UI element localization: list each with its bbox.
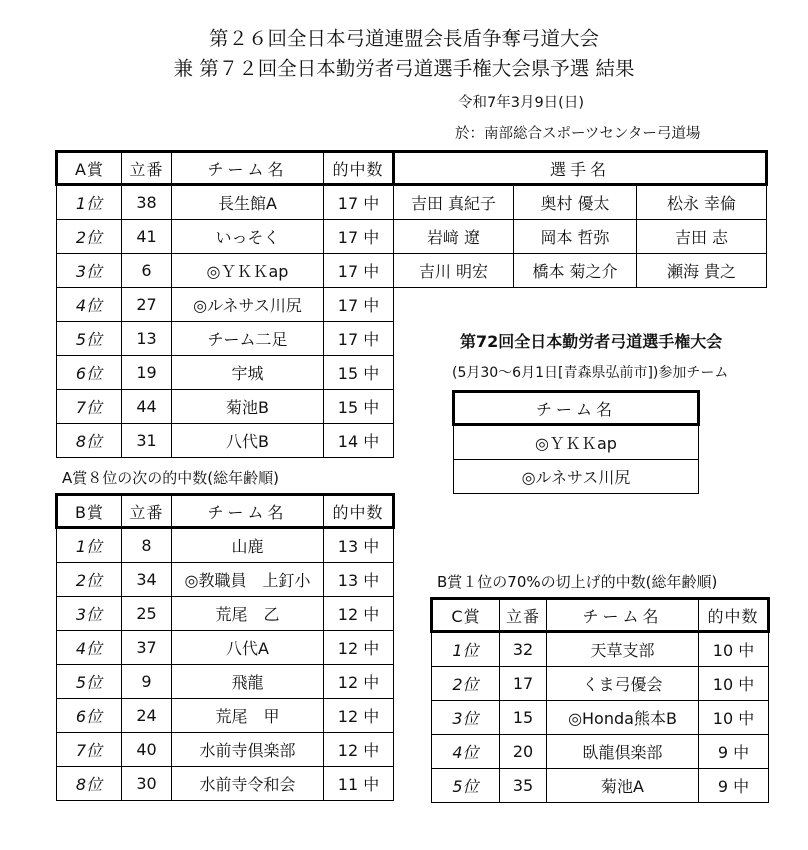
team-cell: 山鹿	[172, 528, 324, 563]
order-cell: 25	[122, 597, 172, 631]
team-cell: くま弓優会	[547, 667, 699, 701]
c-award-table-header	[432, 599, 769, 632]
table-row	[57, 563, 394, 597]
header-row	[57, 495, 394, 528]
rank-cell: 7位	[57, 733, 122, 767]
order-cell: 37	[122, 631, 172, 665]
team-cell: 水前寺倶楽部	[172, 733, 324, 767]
rank-cell: 4位	[432, 735, 500, 769]
team-header: チーム名	[172, 495, 324, 528]
rank-cell: 4位	[57, 288, 122, 322]
player-cell: 瀬海 貴之	[637, 254, 767, 288]
hits-cell: 17 中	[324, 254, 394, 288]
player-cell: 松永 幸倫	[637, 185, 767, 220]
table-row	[57, 699, 394, 733]
national-teams-header	[454, 392, 699, 425]
table-row	[454, 460, 699, 494]
table-row	[57, 597, 394, 631]
order-cell: 31	[122, 424, 172, 458]
a-award-note: A賞８位の次の的中数(総年齢順)	[62, 469, 279, 487]
b-award-table-header	[57, 495, 394, 528]
national-teams-body	[454, 425, 699, 494]
team-header: チーム名	[547, 599, 699, 632]
national-teams-table	[452, 390, 700, 494]
hits-cell: 17 中	[324, 322, 394, 356]
hits-header: 的中数	[324, 495, 394, 528]
national-tournament-subtitle: (5月30～6月1日[青森県弘前市])参加チーム	[452, 365, 729, 381]
c-award-table	[430, 597, 770, 803]
rank-cell: 2位	[432, 667, 500, 701]
table-row	[57, 767, 394, 801]
table-row	[57, 254, 767, 288]
team-cell: 荒尾 甲	[172, 699, 324, 733]
order-cell: 35	[500, 769, 547, 803]
b-award-table-body	[57, 528, 394, 801]
order-header: 立番	[500, 599, 547, 632]
header-row	[57, 152, 767, 185]
order-header: 立番	[122, 495, 172, 528]
table-row	[57, 185, 767, 220]
rank-cell: 8位	[57, 767, 122, 801]
order-cell: 38	[122, 185, 172, 220]
team-cell: 天草支部	[547, 632, 699, 667]
player-cell: 吉田 志	[637, 220, 767, 254]
hits-cell: 12 中	[324, 665, 394, 699]
team-cell: ◎ＹＫＫap	[454, 425, 699, 460]
hits-header: 的中数	[324, 152, 394, 185]
document-title-line-1: 第２６回全日本弓道連盟会長盾争奪弓道大会	[208, 27, 599, 50]
rank-cell: 8位	[57, 424, 122, 458]
rank-cell: 3位	[57, 254, 122, 288]
team-cell: 八代B	[172, 424, 324, 458]
team-cell: 菊池A	[547, 769, 699, 803]
hits-cell: 12 中	[324, 733, 394, 767]
table-row	[57, 528, 394, 563]
empty-cell	[394, 288, 767, 322]
hits-cell: 17 中	[324, 288, 394, 322]
order-cell: 30	[122, 767, 172, 801]
rank-cell: 7位	[57, 390, 122, 424]
table-row	[432, 769, 769, 803]
c-award-note: B賞１位の70%の切上げ的中数(総年齢順)	[437, 573, 718, 591]
rank-cell: 6位	[57, 699, 122, 733]
hits-cell: 12 中	[324, 699, 394, 733]
rank-cell: 6位	[57, 356, 122, 390]
rank-cell: 5位	[432, 769, 500, 803]
team-cell: 長生館A	[172, 185, 324, 220]
rank-cell: 2位	[57, 220, 122, 254]
team-cell: 菊池B	[172, 390, 324, 424]
team-header: チーム名	[172, 152, 324, 185]
team-cell: ◎教職員 上釘小	[172, 563, 324, 597]
rank-cell: 4位	[57, 631, 122, 665]
rank-cell: 5位	[57, 322, 122, 356]
hits-cell: 12 中	[324, 597, 394, 631]
order-cell: 8	[122, 528, 172, 563]
order-cell: 17	[500, 667, 547, 701]
order-header: 立番	[122, 152, 172, 185]
hits-cell: 10 中	[699, 632, 769, 667]
table-row	[57, 733, 394, 767]
table-row	[57, 631, 394, 665]
award-header: A賞	[57, 152, 122, 185]
a-award-table-header	[57, 152, 767, 185]
order-cell: 34	[122, 563, 172, 597]
player-cell: 吉田 真紀子	[394, 185, 514, 220]
hits-cell: 17 中	[324, 185, 394, 220]
player-cell: 奥村 優太	[514, 185, 637, 220]
rank-cell: 1位	[57, 185, 122, 220]
hits-cell: 15 中	[324, 356, 394, 390]
hits-cell: 15 中	[324, 390, 394, 424]
award-header: C賞	[432, 599, 500, 632]
hits-cell: 13 中	[324, 563, 394, 597]
order-cell: 13	[122, 322, 172, 356]
hits-cell: 11 中	[324, 767, 394, 801]
event-venue: 於：南部総合スポーツセンター弓道場	[455, 126, 701, 142]
team-cell: いっそく	[172, 220, 324, 254]
player-cell: 橋本 菊之介	[514, 254, 637, 288]
team-header: チーム名	[454, 392, 699, 425]
header-row	[432, 599, 769, 632]
rank-cell: 3位	[57, 597, 122, 631]
award-header: B賞	[57, 495, 122, 528]
table-row	[454, 425, 699, 460]
table-row	[432, 701, 769, 735]
order-cell: 19	[122, 356, 172, 390]
team-cell: 水前寺令和会	[172, 767, 324, 801]
order-cell: 20	[500, 735, 547, 769]
rank-cell: 3位	[432, 701, 500, 735]
order-cell: 6	[122, 254, 172, 288]
rank-cell: 5位	[57, 665, 122, 699]
hits-cell: 9 中	[699, 735, 769, 769]
team-cell: 八代A	[172, 631, 324, 665]
players-header: 選手名	[394, 152, 767, 185]
table-row	[57, 665, 394, 699]
team-cell: ◎Honda熊本B	[547, 701, 699, 735]
table-row	[57, 288, 767, 322]
header-row	[454, 392, 699, 425]
hits-cell: 14 中	[324, 424, 394, 458]
hits-cell: 9 中	[699, 769, 769, 803]
team-cell: 宇城	[172, 356, 324, 390]
hits-cell: 10 中	[699, 667, 769, 701]
hits-cell: 12 中	[324, 631, 394, 665]
player-cell: 岩﨑 遼	[394, 220, 514, 254]
hits-cell: 13 中	[324, 528, 394, 563]
order-cell: 15	[500, 701, 547, 735]
team-cell: 飛龍	[172, 665, 324, 699]
rank-cell: 1位	[432, 632, 500, 667]
order-cell: 9	[122, 665, 172, 699]
order-cell: 40	[122, 733, 172, 767]
table-row	[432, 667, 769, 701]
order-cell: 27	[122, 288, 172, 322]
order-cell: 24	[122, 699, 172, 733]
rank-cell: 1位	[57, 528, 122, 563]
team-cell: ◎ルネサス川尻	[172, 288, 324, 322]
document-title-line-2: 兼 第７２回全日本勤労者弓道選手権大会県予選 結果	[173, 57, 635, 80]
hits-cell: 10 中	[699, 701, 769, 735]
b-award-table	[55, 493, 395, 801]
order-cell: 44	[122, 390, 172, 424]
team-cell: 臥龍倶楽部	[547, 735, 699, 769]
rank-cell: 2位	[57, 563, 122, 597]
hits-header: 的中数	[699, 599, 769, 632]
order-cell: 41	[122, 220, 172, 254]
national-tournament-title: 第72回全日本勤労者弓道選手権大会	[460, 332, 723, 351]
player-cell: 吉川 明宏	[394, 254, 514, 288]
team-cell: ◎ルネサス川尻	[454, 460, 699, 494]
c-award-table-body	[432, 632, 769, 803]
table-row	[432, 735, 769, 769]
table-row	[432, 632, 769, 667]
table-row	[57, 220, 767, 254]
order-cell: 32	[500, 632, 547, 667]
team-cell: ◎ＹＫＫap	[172, 254, 324, 288]
hits-cell: 17 中	[324, 220, 394, 254]
event-date: 令和7年3月9日(日)	[458, 95, 584, 111]
team-cell: チーム二足	[172, 322, 324, 356]
team-cell: 荒尾 乙	[172, 597, 324, 631]
player-cell: 岡本 哲弥	[514, 220, 637, 254]
